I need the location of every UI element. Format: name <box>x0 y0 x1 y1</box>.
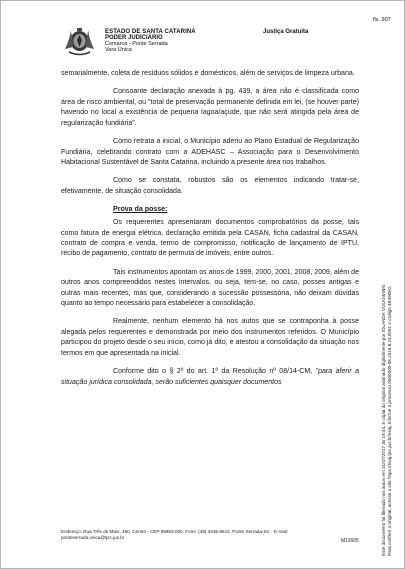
signature-note-line: Para conferir o original, acesse o site https://esaj.tjsc.jus.br/esaj, informe o processo 0000000-06.2016.8.24.0051 e código 4B490E0. <box>387 285 393 556</box>
paragraph: Realmente, nenhum elemento há nos autos que se contraponha à posse alegada pelos requerentes e demonstrada por meio dos instrumentos referidos. O Município participou do projeto desde o seu início, como já dito, e atestou a consolidação da situação nos termos em que apresentada na inicial. <box>61 318 359 357</box>
paragraph: Consoante declaração anexada à pg. 439, a área não é classificada como área de risco ambiental, ou "total de preservação permanente definida em lei, (se houver parte) havendo no local a existência de pequena lagoa/açude, que não será atingida pela área de regularização fundiária". <box>61 88 359 127</box>
court-header <box>105 29 196 53</box>
page-number: fls. 907 <box>373 17 391 23</box>
document-code: M11605 <box>341 538 359 544</box>
paragraph: Como retrata a inicial, o Município aderiu ao Plano Estadual de Regularização Fundiária, celebrando contrato com a ADEHASC – Associação para o Desenvolvimento Habitacional Sustentável de Santa Catarina, incluindo a presente área nos trabalhos. <box>61 138 359 166</box>
page-footer-address: Endereço: Rua Três de Maio, 460, Centro - CEP 89683-000, Fone: (49) 3435-6512, Ponte Serrada-SC - E-mail: ponteserrada.unica@tjsc.jus.br <box>61 529 289 540</box>
paragraph: Tais instrumentos apontam os anos de 1999, 2000, 2001, 2008, 2009, além de outros anos compreendidos nestes intervalos, ou seja, tem-se, no caso, posses antigas e outras mais recentes, mas que, considerando a sucessão possessória, não deixam dúvidas quanto ao tempo necessário para estabelecer a consolidação. <box>61 268 359 308</box>
paragraph: Os requerentes apresentaram documentos comprobatórios da posse, tais como fatura de energia elétrica, declaração emitida pela CASAN, ficha cadastral da CASAN, contrato de compra e venda, termo de compromisso, notificação de lançamento de IPTU, recibo de pagamento, contrato de permuta de imóveis, entre outros. <box>61 219 359 258</box>
paragraph-text: Conforme dito o § 2º do art. 1º da Resolução nº 08/14-CM, <box>113 368 316 376</box>
state-coat-of-arms-icon <box>63 27 96 57</box>
header-vara: Vara Única <box>105 47 132 53</box>
paragraph <box>61 367 359 388</box>
header-state: ESTADO DE SANTA CATARINA <box>105 29 196 35</box>
header-comarca: Comarca - Ponte Serrada <box>105 41 168 47</box>
document-body <box>61 69 359 396</box>
justica-gratuita-label: Justiça Gratuita <box>263 29 309 35</box>
quoted-text: "para aferir a situação jurídica consolidada, serão suficientes quaisquer documentos <box>61 368 359 386</box>
digital-signature-note <box>381 56 393 556</box>
signature-note-line: Este documento foi liberado nos autos em 31/07/2017 às 19:44, é cópia do original assinado digitalmente por IOLANDA VOLKMANN. <box>381 284 386 556</box>
paragraph: semanalmente, coleta de resíduos sólidos e domésticos, além de serviços de limpeza urbana. <box>61 70 355 77</box>
header-judiciary: PODER JUDICIÁRIO <box>105 35 163 41</box>
paragraph: Como se constata, robustos são os elementos indicando tratar-se, efetivamente, de situação consolidada. <box>61 177 359 195</box>
section-heading: Prova da posse: <box>113 206 168 214</box>
